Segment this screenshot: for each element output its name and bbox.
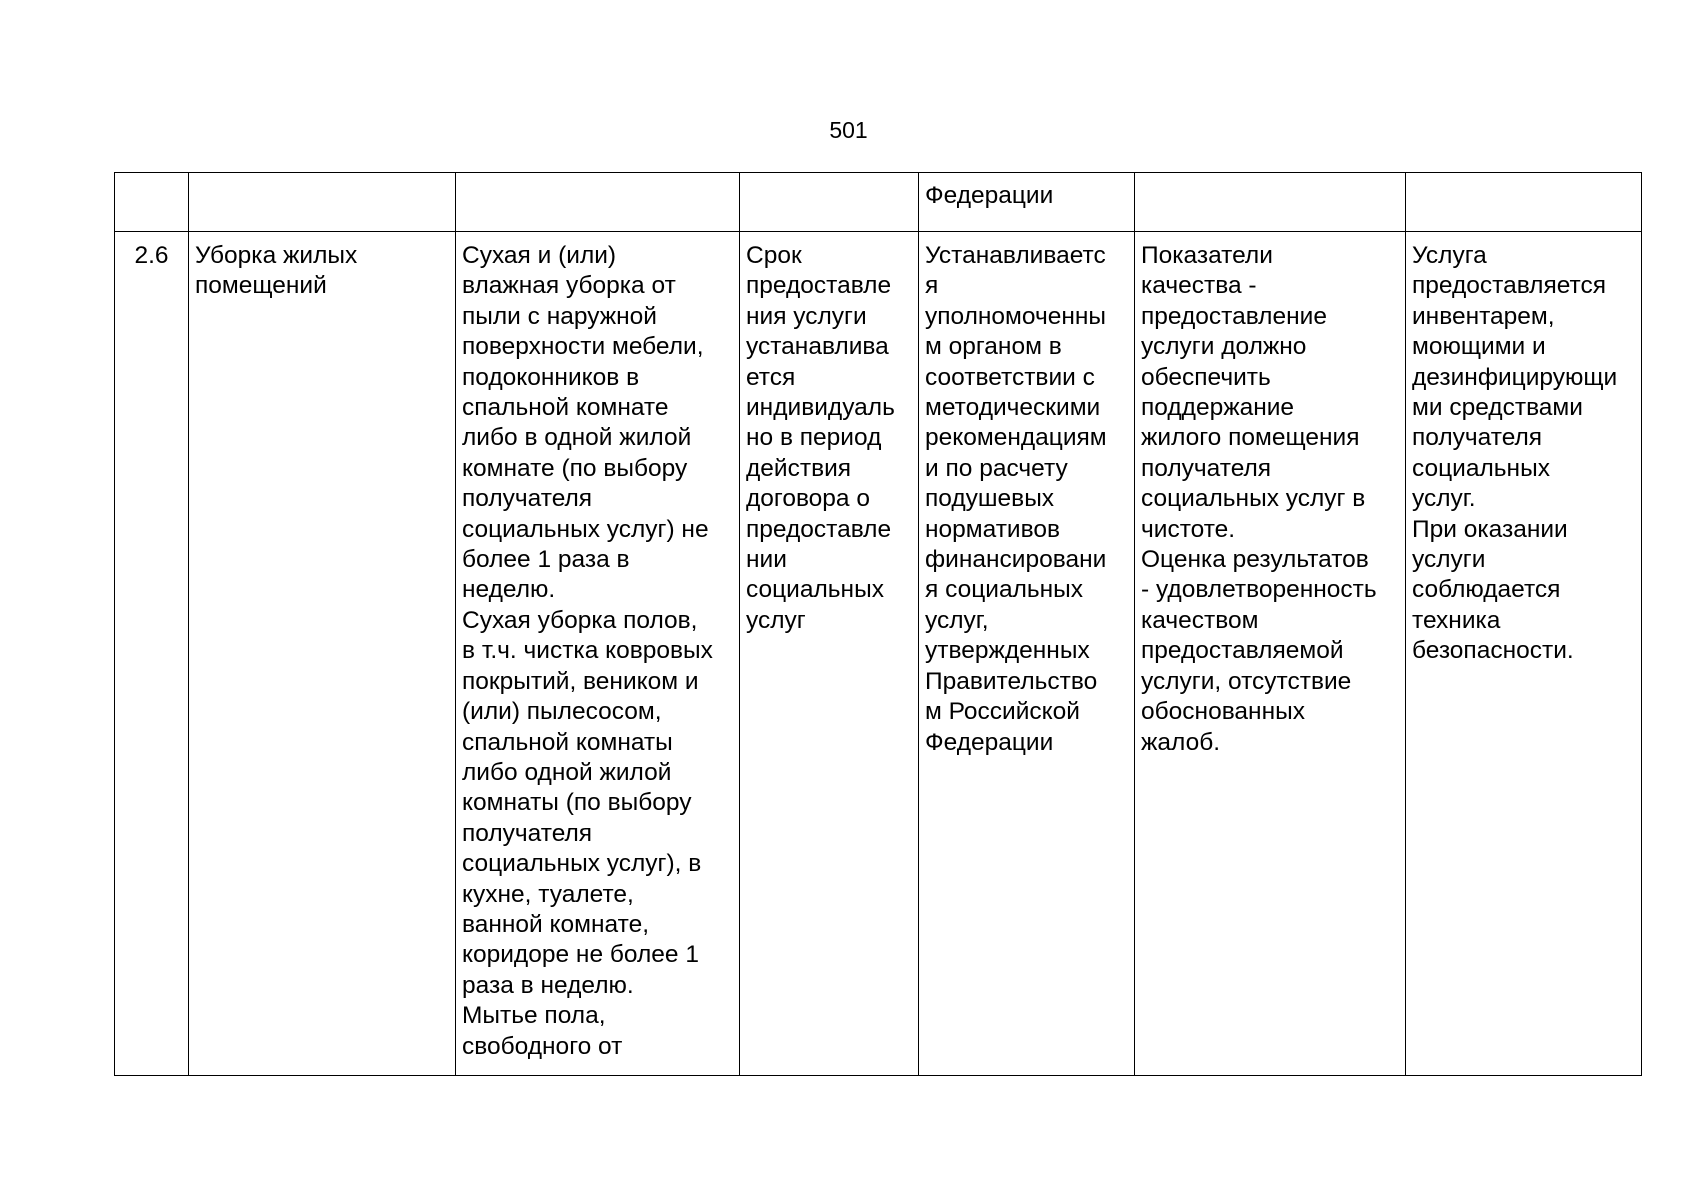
table-row-continuation: [115, 173, 1642, 232]
table-cell: [456, 173, 740, 232]
services-table: [114, 172, 1642, 1076]
table-row: [115, 232, 1642, 1076]
service-description-cell: Сухая и (или) влажная уборка от пыли с наружной поверхности мебели, подоконников в спальной комнате либо в одной жилой комнате (по выбору получателя социальных услуг) не более 1 раза в неделю. Сухая уборка полов, в т.ч. чистка ковровых покрытий, веником и (или) пылесосом, спальной комнаты либо одной жилой комнаты (по выбору получателя социальных услуг), в кухне, туалете, ванной комнате, коридоре не более 1 раза в неделю. Мытье пола, свободного от: [456, 232, 740, 1076]
table-cell: [1135, 173, 1406, 232]
service-term-cell: Срок предоставле ния услуги устанавлива ется индивидуаль но в период действия договора о предоставле нии социальных услуг: [740, 232, 919, 1076]
table-cell: [1406, 173, 1642, 232]
service-tariff-cell: Устанавливаетс я уполномоченны м органом в соответствии с методическими рекомендациям и по расчету подушевых нормативов финансировани я социальных услуг, утвержденных Правительство м Российской Федерации: [919, 232, 1135, 1076]
row-number-cell: 2.6: [115, 232, 189, 1076]
quality-indicators-cell: Показатели качества - предоставление услуги должно обеспечить поддержание жилого помещения получателя социальных услуг в чистоте. Оценка результатов - удовлетворенность качеством предоставляемой услуги, отсутствие обоснованных жалоб.: [1135, 232, 1406, 1076]
table-cell: [740, 173, 919, 232]
table-cell: Федерации: [919, 173, 1135, 232]
table-cell: [115, 173, 189, 232]
service-name-cell: Уборка жилых помещений: [189, 232, 456, 1076]
page-number: 501: [829, 117, 868, 143]
service-conditions-cell: Услуга предоставляется инвентарем, моющими и дезинфицирующи ми средствами получателя социальных услуг. При оказании услуги соблюдается техника безопасности.: [1406, 232, 1642, 1076]
table-cell: [189, 173, 456, 232]
